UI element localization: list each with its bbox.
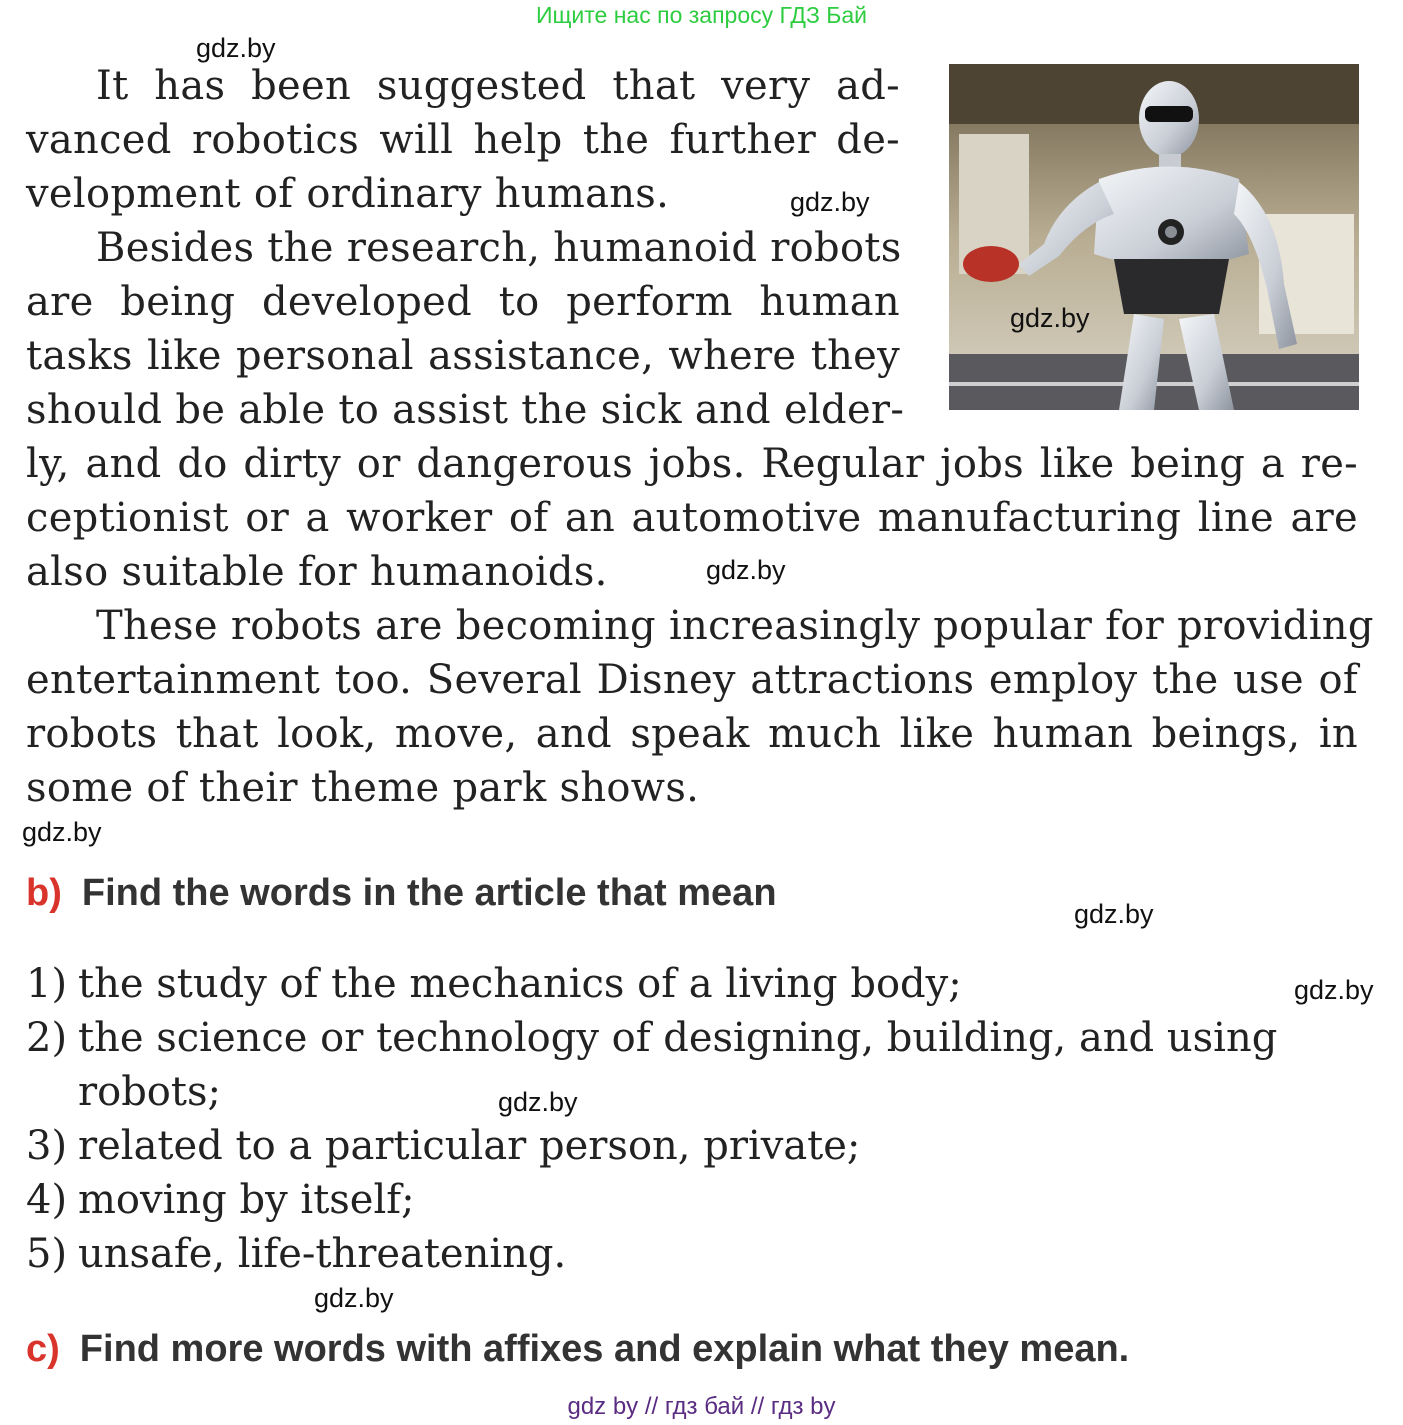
watermark: gdz.by	[22, 817, 102, 847]
paragraph-line: should be able to assist the sick and elder-	[26, 387, 905, 433]
paragraph-line: ceptionist or a worker of an automotive manufacturing line are	[26, 495, 1358, 541]
section-title: Find the words in the article that mean	[81, 872, 777, 914]
paragraph-line: These robots are becoming increasingly popular for providing	[96, 603, 1374, 649]
watermark: gdz.by	[196, 33, 276, 63]
paragraph-line: Besides the research, humanoid robots	[96, 225, 902, 271]
list-item	[26, 1176, 415, 1224]
item-text: moving by itself;	[78, 1177, 415, 1223]
paragraph-line: robots that look, move, and speak much like human beings, in	[26, 711, 1358, 757]
watermark: gdz.by	[1074, 899, 1154, 929]
paragraph-line: velopment of ordinary humans.	[26, 171, 670, 217]
item-text: the study of the mechanics of a living body;	[78, 961, 962, 1007]
watermark: gdz.by	[314, 1283, 394, 1313]
item-number: 4)	[26, 1177, 68, 1223]
paragraph-line: ly, and do dirty or dangerous jobs. Regular jobs like being a re-	[26, 441, 1358, 487]
robot-illustration	[949, 64, 1359, 410]
list-item-continuation: robots;	[78, 1069, 221, 1115]
paragraph-line: tasks like personal assistance, where they	[26, 333, 900, 379]
robot-photo	[949, 64, 1359, 410]
item-number: 2)	[26, 1015, 68, 1061]
paragraph-line: some of their theme park shows.	[26, 765, 700, 811]
item-number: 5)	[26, 1231, 68, 1277]
list-item	[26, 1122, 860, 1170]
paragraph-line: are being developed to perform human	[26, 279, 900, 325]
item-text: unsafe, life-threatening.	[78, 1231, 567, 1277]
section-letter: c)	[26, 1328, 60, 1370]
watermark: gdz.by	[1010, 303, 1090, 333]
paragraph-line: entertainment too. Several Disney attractions employ the use of	[26, 657, 1358, 703]
item-number: 1)	[26, 961, 68, 1007]
section-c-heading	[26, 1326, 1129, 1372]
paragraph-line: vanced robotics will help the further de-	[26, 117, 900, 163]
item-text: the science or technology of designing, building, and using	[78, 1015, 1278, 1061]
section-title: Find more words with affixes and explain what they mean.	[79, 1328, 1130, 1370]
footer-watermark: gdz by // гдз бай // гдз by	[567, 1393, 836, 1420]
list-item	[26, 1014, 1277, 1062]
watermark: gdz.by	[790, 187, 870, 217]
list-item	[26, 960, 962, 1008]
section-b-heading	[26, 870, 777, 916]
section-letter: b)	[26, 872, 62, 914]
paragraph-line: also suitable for humanoids.	[26, 549, 608, 595]
watermark: gdz.by	[706, 555, 786, 585]
paragraph-line: It has been suggested that very ad-	[96, 63, 900, 109]
item-number: 3)	[26, 1123, 68, 1169]
watermark: gdz.by	[498, 1087, 578, 1117]
list-item	[26, 1230, 566, 1278]
top-banner: Ищите нас по запросу ГДЗ Бай	[535, 2, 868, 28]
item-text: related to a particular person, private;	[78, 1123, 861, 1169]
watermark: gdz.by	[1294, 975, 1374, 1005]
